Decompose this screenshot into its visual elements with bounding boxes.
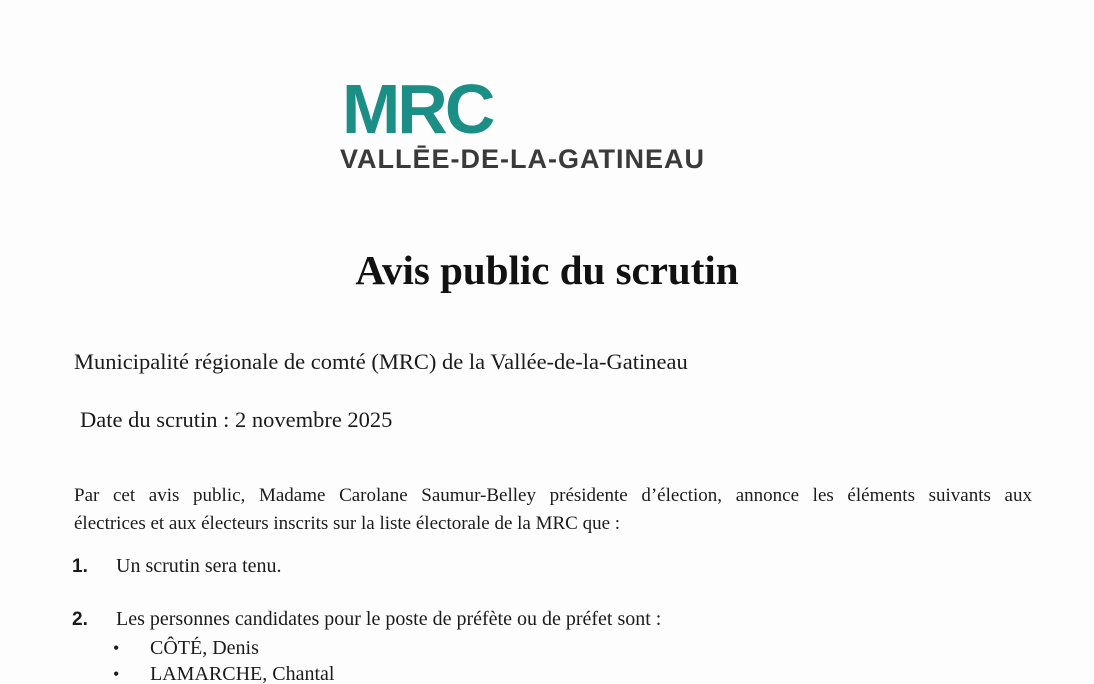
- bullet-icon: •: [113, 638, 120, 658]
- mrc-logo-region: VALLĒE-DE-LA-GATINEAU: [340, 144, 705, 174]
- list-item-bullet: [113, 637, 259, 660]
- list-item-text: Les personnes candidates pour le poste de préfète ou de préfet sont :: [116, 608, 662, 630]
- candidate-name: CÔTÉ, Denis: [150, 637, 259, 659]
- municipality-line: Municipalité régionale de comté (MRC) de la Vallée-de-la-Gatineau: [74, 349, 688, 374]
- list-item-number: 2.: [72, 609, 88, 630]
- intro-line-1: Par cet avis public, Madame Carolane Saumur-Belley présidente d’élection, annonce les éléments suivants aux: [74, 485, 1032, 506]
- candidate-name: LAMARCHE, Chantal: [150, 663, 335, 684]
- intro-paragraph: [74, 482, 1032, 537]
- list-item-bullet: [113, 663, 334, 684]
- intro-line-2: électrices et aux électeurs inscrits sur la liste électorale de la MRC que :: [74, 512, 621, 534]
- list-item-text: Un scrutin sera tenu.: [116, 555, 282, 577]
- date-line: Date du scrutin : 2 novembre 2025: [80, 407, 393, 432]
- bullet-icon: •: [113, 664, 120, 684]
- page-title: Avis public du scrutin: [355, 247, 739, 293]
- list-item: [72, 555, 282, 578]
- list-item: [72, 608, 661, 631]
- list-item-number: 1.: [72, 556, 88, 577]
- mrc-logo: [340, 70, 770, 175]
- mrc-logo-acronym: MRC: [342, 70, 493, 148]
